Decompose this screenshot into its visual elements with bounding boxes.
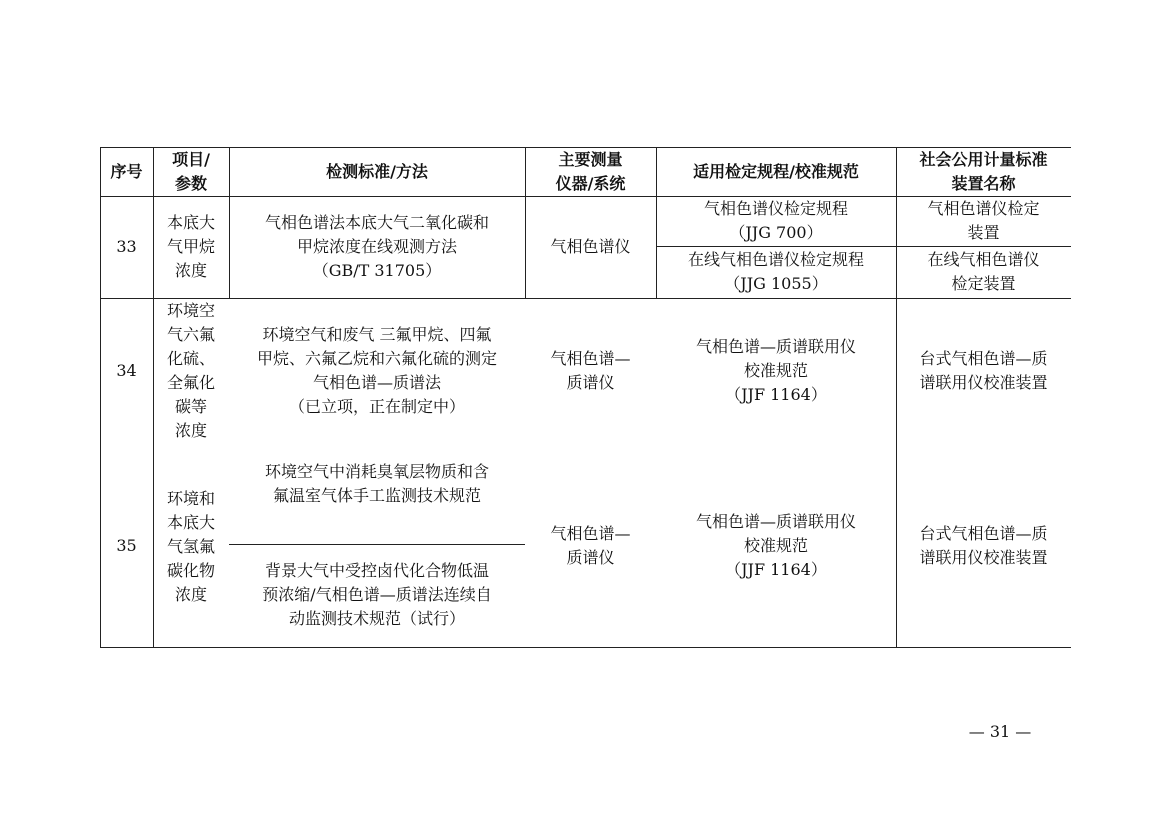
row35-standard-divider: [229, 544, 525, 545]
row35-standard-1: 环境空气中消耗臭氧层物质和含 氟温室气体手工监测技术规范: [264, 462, 489, 505]
header-item: 项目/ 参数: [172, 149, 210, 193]
row33-standard: 气相色谱法本底大气二氧化碳和 甲烷浓度在线观测方法 （GB/T 31705）: [264, 213, 489, 280]
header-regulation: 适用检定规程/校准规范: [693, 161, 859, 181]
row34-standard: 环境空气和废气 三氟甲烷、四氟 甲烷、六氟乙烷和六氟化硫的测定 气相色谱—质谱法 （已立项，正在制定中）: [256, 325, 497, 416]
row35-seq: 35: [116, 535, 137, 555]
row34-item: 环境空 气六氟 化硫、 全氟化 碳等 浓度: [166, 301, 215, 440]
row33-item: 本底大 气甲烷 浓度: [166, 213, 215, 280]
row33-instrument: 气相色谱仪: [550, 237, 631, 256]
row35-standard-2: 背景大气中受控卤代化合物低温 预浓缩/气相色谱—质谱法连续自 动监测技术规范（试行）: [262, 561, 492, 628]
row34-instrument: 气相色谱— 质谱仪: [550, 349, 631, 392]
row35-item: 环境和 本底大 气氢氟 碳化物 浓度: [166, 489, 215, 604]
header-instrument: 主要测量 仪器/系统: [555, 149, 626, 193]
header-device: 社会公用计量标准 装置名称: [919, 149, 1048, 193]
page-number: — 31 —: [968, 722, 1032, 741]
header-seq: 序号: [110, 161, 143, 181]
row35-instrument: 气相色谱— 质谱仪: [550, 523, 631, 567]
row33-regulation-2: 在线气相色谱仪检定规程 （JJG 1055）: [687, 250, 864, 293]
row35-regulation: 气相色谱—质谱联用仪 校准规范 （JJF 1164）: [695, 511, 856, 579]
row33-regulation-1: 气相色谱仪检定规程 （JJG 700）: [703, 199, 848, 242]
row34-seq: 34: [116, 361, 137, 380]
row33-seq: 33: [116, 237, 137, 256]
row33-device-1: 气相色谱仪检定 装置: [927, 199, 1040, 242]
row33-device-2: 在线气相色谱仪 检定装置: [927, 250, 1040, 293]
row34-regulation: 气相色谱—质谱联用仪 校准规范 （JJF 1164）: [695, 337, 856, 404]
row34-device: 台式气相色谱—质 谱联用仪校准装置: [919, 349, 1048, 392]
header-standard: 检测标准/方法: [326, 161, 428, 181]
row35-device: 台式气相色谱—质 谱联用仪校准装置: [919, 523, 1048, 567]
table-bottom-border: [100, 647, 1071, 648]
